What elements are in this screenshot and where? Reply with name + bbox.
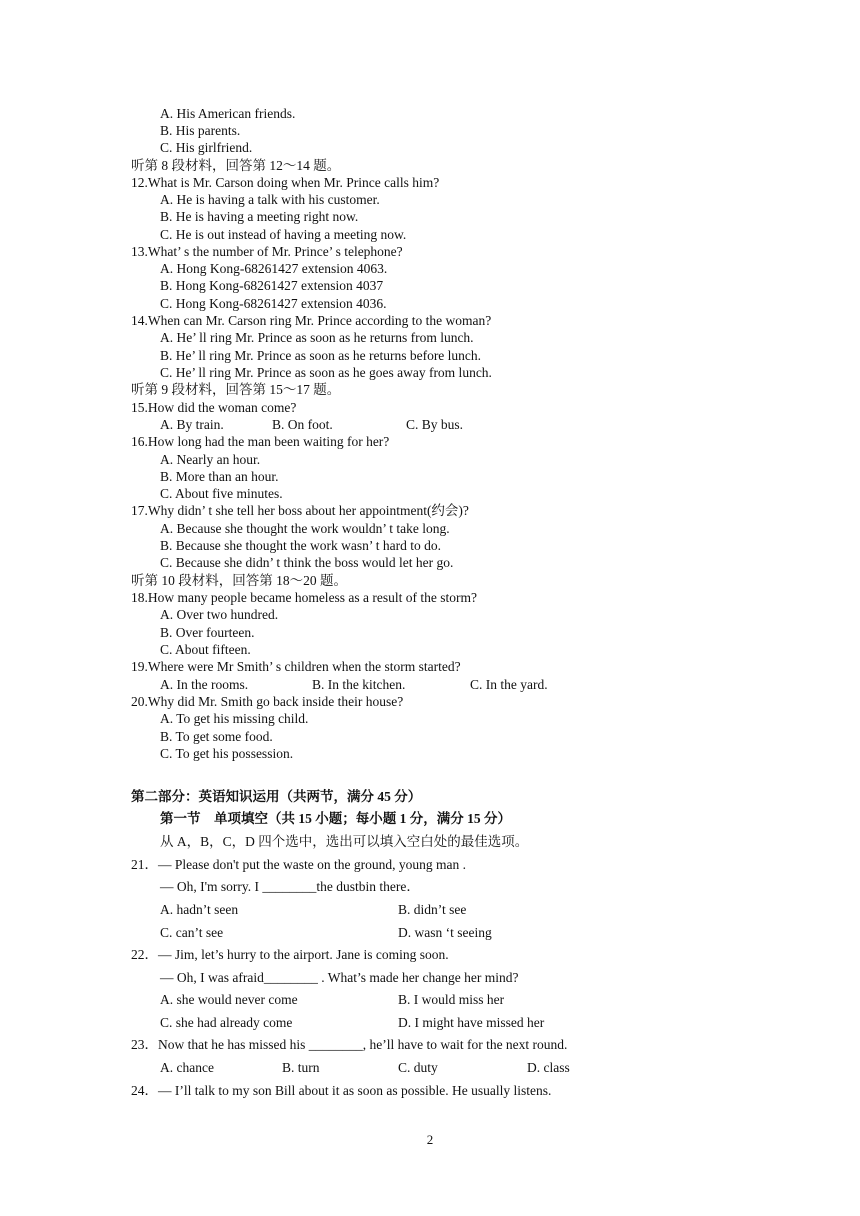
q16-option-c: C. About five minutes. — [160, 486, 283, 501]
q21-option-b: B. didn’t see — [398, 902, 467, 917]
q23-stem: 23．Now that he has missed his ________, he’ll have to wait for the next round. — [131, 1037, 568, 1052]
q13-option-b: B. Hong Kong-68261427 extension 4037 — [160, 278, 384, 293]
q14-option-a: A. He’ ll ring Mr. Prince as soon as he returns from lunch. — [160, 330, 474, 345]
part-2-heading: 第二部分：英语知识运用（共两节，满分 45 分） — [131, 789, 422, 804]
q21-option-d: D. wasn ‘t seeing — [398, 925, 492, 940]
q17-option-c: C. Because she didn’ t think the boss would let her go. — [160, 555, 454, 570]
q13-option-a: A. Hong Kong-68261427 extension 4063. — [160, 261, 388, 276]
q20-option-b: B. To get some food. — [160, 729, 273, 744]
q15-stem: 15.How did the woman come? — [131, 400, 297, 415]
q16-stem: 16.How long had the man been waiting for her? — [131, 434, 390, 449]
q23-option-d: D. class — [527, 1060, 570, 1075]
q22-line-2: — Oh, I was afraid________ . What’s made her change her mind? — [160, 970, 519, 985]
q17-stem: 17.Why didn’ t she tell her boss about her appointment(约会)? — [131, 503, 469, 518]
q23-option-b: B. turn — [282, 1060, 320, 1075]
q11-option-c: C. His girlfriend. — [160, 140, 253, 155]
q14-option-c: C. He’ ll ring Mr. Prince as soon as he goes away from lunch. — [160, 365, 492, 380]
q17-option-b: B. Because she thought the work wasn’ t hard to do. — [160, 538, 441, 553]
section-1-instruction: 从 A，B，C，D 四个选中，选出可以填入空白处的最佳选项。 — [160, 834, 529, 849]
q21-option-a: A. hadn’t seen — [160, 902, 239, 917]
q18-stem: 18.How many people became homeless as a result of the storm? — [131, 590, 478, 605]
q11-option-b: B. His parents. — [160, 123, 241, 138]
q24-line-1: 24．— I’ll talk to my son Bill about it as soon as possible. He usually listens. — [131, 1083, 552, 1098]
q15-option-a: A. By train. — [160, 417, 224, 432]
q22-line-1: 22．— Jim, let’s hurry to the airport. Jane is coming soon. — [131, 947, 449, 962]
q15-option-c: C. By bus. — [406, 417, 464, 432]
q20-stem: 20.Why did Mr. Smith go back inside their house? — [131, 694, 404, 709]
q21-line-1: 21．— Please don't put the waste on the ground, young man . — [131, 857, 467, 872]
q13-option-c: C. Hong Kong-68261427 extension 4036. — [160, 296, 387, 311]
q21-option-c: C. can’t see — [160, 925, 224, 940]
q22-option-d: D. I might have missed her — [398, 1015, 545, 1030]
q23-option-a: A. chance — [160, 1060, 214, 1075]
q22-option-c: C. she had already come — [160, 1015, 293, 1030]
q21-line-2: — Oh, I'm sorry. I ________the dustbin there． — [160, 879, 420, 894]
q18-option-c: C. About fifteen. — [160, 642, 251, 657]
q19-option-c: C. In the yard. — [470, 677, 548, 692]
q22-option-a: A. she would never come — [160, 992, 298, 1007]
q12-option-b: B. He is having a meeting right now. — [160, 209, 359, 224]
section-10-instruction: 听第 10 段材料，回答第 18～20 题。 — [131, 573, 347, 588]
q20-option-c: C. To get his possession. — [160, 746, 294, 761]
q18-option-a: A. Over two hundred. — [160, 607, 279, 622]
q14-option-b: B. He’ ll ring Mr. Prince as soon as he returns before lunch. — [160, 348, 482, 363]
q19-stem: 19.Where were Mr Smith’ s children when the storm started? — [131, 659, 461, 674]
q16-option-a: A. Nearly an hour. — [160, 452, 261, 467]
section-9-instruction: 听第 9 段材料，回答第 15～17 题。 — [131, 382, 341, 397]
q14-stem: 14.When can Mr. Carson ring Mr. Prince according to the woman? — [131, 313, 492, 328]
q16-option-b: B. More than an hour. — [160, 469, 279, 484]
q15-option-b: B. On foot. — [272, 417, 333, 432]
q22-option-b: B. I would miss her — [398, 992, 505, 1007]
q13-stem: 13.What’ s the number of Mr. Prince’ s telephone? — [131, 244, 403, 259]
section-8-instruction: 听第 8 段材料，回答第 12～14 题。 — [131, 158, 341, 173]
q12-option-c: C. He is out instead of having a meeting now. — [160, 227, 407, 242]
q11-option-a: A. His American friends. — [160, 106, 296, 121]
q17-option-a: A. Because she thought the work wouldn’ t take long. — [160, 521, 450, 536]
q23-option-c: C. duty — [398, 1060, 438, 1075]
q12-stem: 12.What is Mr. Carson doing when Mr. Prince calls him? — [131, 175, 440, 190]
q19-option-a: A. In the rooms. — [160, 677, 249, 692]
page-number: 2 — [426, 1132, 434, 1147]
section-1-heading: 第一节 单项填空（共 15 小题；每小题 1 分，满分 15 分） — [160, 811, 511, 826]
q18-option-b: B. Over fourteen. — [160, 625, 255, 640]
q19-option-b: B. In the kitchen. — [312, 677, 406, 692]
q20-option-a: A. To get his missing child. — [160, 711, 309, 726]
q12-option-a: A. He is having a talk with his customer. — [160, 192, 380, 207]
